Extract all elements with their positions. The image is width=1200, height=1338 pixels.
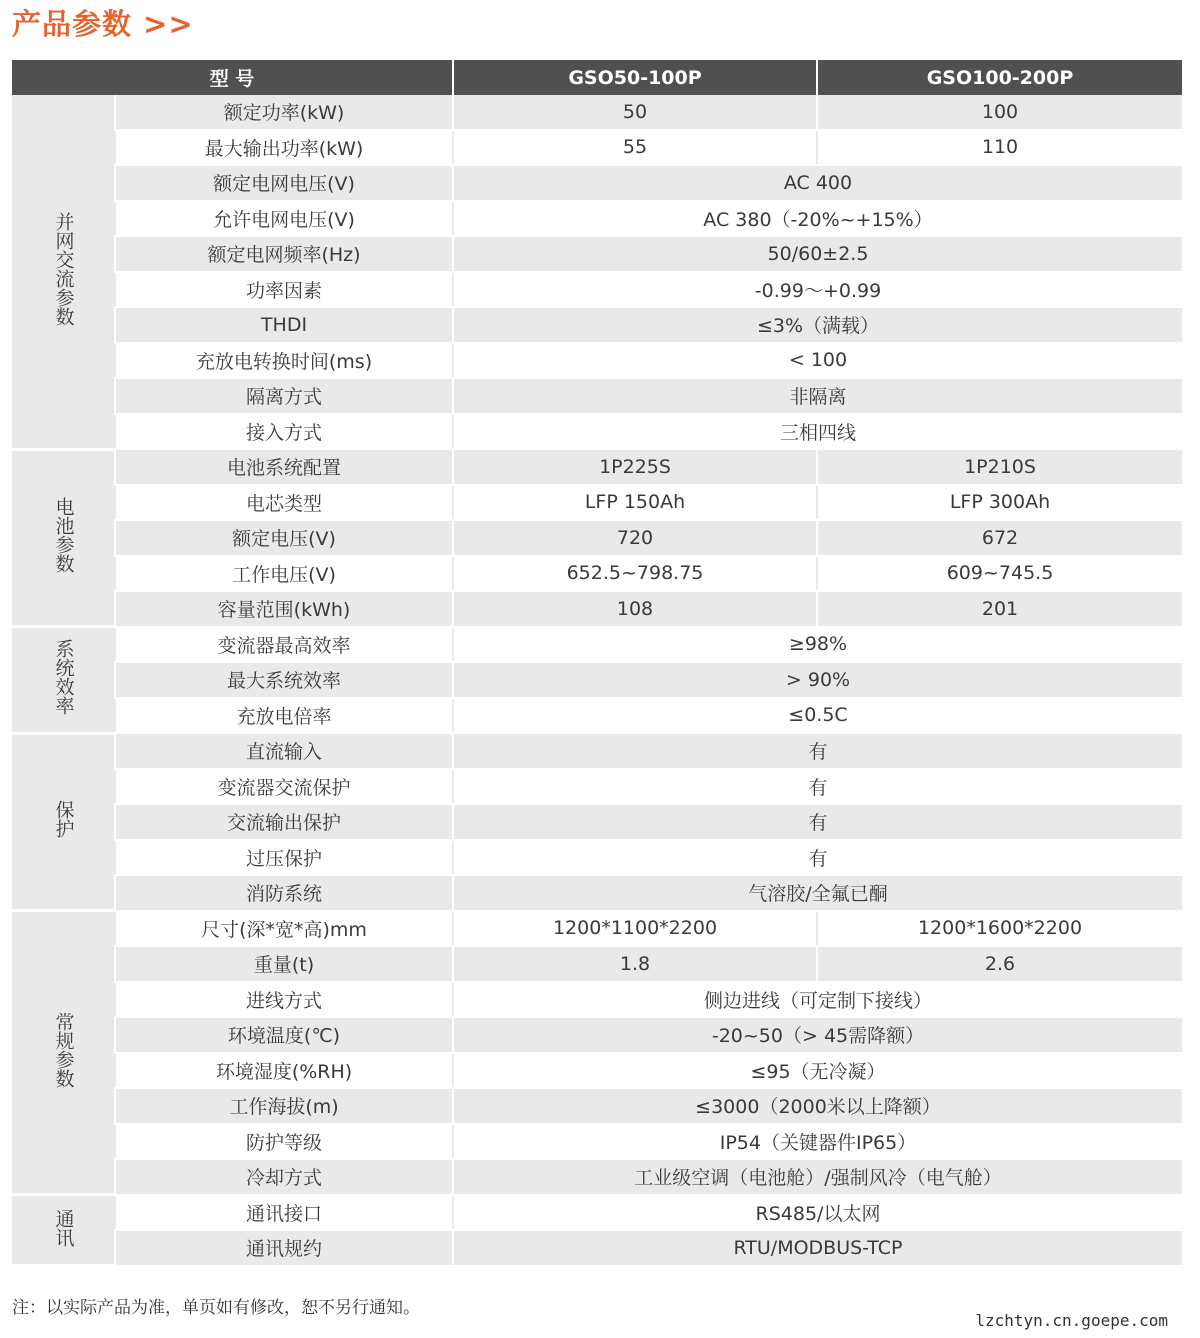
table-row [12, 982, 1182, 1018]
param-label: 通讯接口 [115, 1195, 453, 1231]
page-title: 产品参数 >> [12, 7, 194, 41]
param-value-shared: 有 [453, 769, 1182, 805]
group-label [12, 95, 115, 449]
param-label: 允许电网电压(V) [115, 201, 453, 237]
param-value-shared: IP54（关键器件IP65） [453, 1124, 1182, 1160]
param-label: 交流输出保护 [115, 804, 453, 840]
param-value-shared: < 100 [453, 343, 1182, 379]
param-label: 重量(t) [115, 946, 453, 982]
param-value-model-a: 720 [453, 520, 817, 556]
table-row [12, 378, 1182, 414]
table-row [12, 201, 1182, 237]
site-url: lzchtyn.cn.goepe.com [975, 1311, 1168, 1330]
param-value-shared: 有 [453, 733, 1182, 769]
param-value-model-a: 1.8 [453, 946, 817, 982]
param-label: 变流器交流保护 [115, 769, 453, 805]
table-row [12, 414, 1182, 450]
param-label: 变流器最高效率 [115, 627, 453, 663]
spec-body [12, 95, 1182, 1266]
param-value-model-b: 110 [817, 130, 1182, 166]
param-label: 接入方式 [115, 414, 453, 450]
group-label-text: 电池参数 [52, 497, 75, 574]
group-label [12, 627, 115, 734]
param-label: 额定电压(V) [115, 520, 453, 556]
table-row [12, 840, 1182, 876]
group-label [12, 449, 115, 627]
param-value-shared: 有 [453, 840, 1182, 876]
param-value-model-b: 201 [817, 591, 1182, 627]
table-row [12, 875, 1182, 911]
table-row [12, 804, 1182, 840]
param-label: 容量范围(kWh) [115, 591, 453, 627]
table-row [12, 449, 1182, 485]
table-row [12, 130, 1182, 166]
table-row [12, 307, 1182, 343]
footnote: 注：以实际产品为准，单页如有修改，恕不另行通知。 [12, 1298, 420, 1318]
param-value-shared: 50/60±2.5 [453, 236, 1182, 272]
param-value-model-b: 1200*1600*2200 [817, 911, 1182, 947]
table-row [12, 627, 1182, 663]
param-label: 工作海拔(m) [115, 1088, 453, 1124]
param-value-shared: -0.99～+0.99 [453, 272, 1182, 308]
table-row [12, 165, 1182, 201]
header-model-b: GSO100-200P [817, 60, 1182, 95]
table-row [12, 591, 1182, 627]
param-label: 冷却方式 [115, 1159, 453, 1195]
param-label: 进线方式 [115, 982, 453, 1018]
param-value-model-a: 55 [453, 130, 817, 166]
table-row [12, 769, 1182, 805]
param-label: 直流输入 [115, 733, 453, 769]
param-value-model-b: 1P210S [817, 449, 1182, 485]
param-value-model-b: 609~745.5 [817, 556, 1182, 592]
param-value-model-a: LFP 150Ah [453, 485, 817, 521]
param-value-shared: 有 [453, 804, 1182, 840]
param-value-shared: ≥98% [453, 627, 1182, 663]
table-row [12, 1017, 1182, 1053]
param-label: 功率因素 [115, 272, 453, 308]
param-label: THDI [115, 307, 453, 343]
table-row [12, 1230, 1182, 1266]
param-value-shared: 气溶胶/全氟已酮 [453, 875, 1182, 911]
param-value-model-a: 50 [453, 95, 817, 130]
group-label-text: 保护 [52, 800, 75, 839]
param-label: 电芯类型 [115, 485, 453, 521]
param-label: 通讯规约 [115, 1230, 453, 1266]
param-label: 消防系统 [115, 875, 453, 911]
param-label: 额定电网频率(Hz) [115, 236, 453, 272]
param-value-model-a: 108 [453, 591, 817, 627]
group-label-text: 通讯 [52, 1208, 75, 1247]
param-label: 隔离方式 [115, 378, 453, 414]
param-label: 工作电压(V) [115, 556, 453, 592]
param-label: 尺寸(深*宽*高)mm [115, 911, 453, 947]
param-value-shared: ≤0.5C [453, 698, 1182, 734]
group-label [12, 1195, 115, 1266]
param-value-shared: ≤3000（2000米以上降额） [453, 1088, 1182, 1124]
param-label: 充放电倍率 [115, 698, 453, 734]
table-row [12, 698, 1182, 734]
group-label [12, 733, 115, 911]
table-row [12, 1159, 1182, 1195]
header-row [12, 60, 1182, 95]
table-row [12, 662, 1182, 698]
param-value-shared: ≤95（无冷凝） [453, 1053, 1182, 1089]
header-model-label: 型 号 [12, 60, 453, 95]
param-value-shared: RS485/以太网 [453, 1195, 1182, 1231]
param-label: 环境湿度(%RH) [115, 1053, 453, 1089]
table-row [12, 556, 1182, 592]
param-label: 额定电网电压(V) [115, 165, 453, 201]
param-value-shared: 侧边进线（可定制下接线） [453, 982, 1182, 1018]
table-row [12, 343, 1182, 379]
param-label: 环境温度(℃) [115, 1017, 453, 1053]
param-value-model-b: 672 [817, 520, 1182, 556]
param-value-shared: > 90% [453, 662, 1182, 698]
param-value-shared: RTU/MODBUS-TCP [453, 1230, 1182, 1266]
table-row [12, 95, 1182, 130]
header-model-a: GSO50-100P [453, 60, 817, 95]
table-row [12, 520, 1182, 556]
param-value-shared: ≤3%（满载） [453, 307, 1182, 343]
param-value-shared: 三相四线 [453, 414, 1182, 450]
table-row [12, 1053, 1182, 1089]
group-label-text: 系统效率 [52, 639, 75, 716]
table-row [12, 236, 1182, 272]
param-label: 额定功率(kW) [115, 95, 453, 130]
group-label-text: 并网交流参数 [52, 211, 75, 326]
param-value-model-a: 1P225S [453, 449, 817, 485]
table-row [12, 1195, 1182, 1231]
group-label-text: 常规参数 [52, 1012, 75, 1088]
param-value-shared: -20~50（> 45需降额） [453, 1017, 1182, 1053]
param-value-model-b: 2.6 [817, 946, 1182, 982]
param-label: 电池系统配置 [115, 449, 453, 485]
param-value-model-b: LFP 300Ah [817, 485, 1182, 521]
param-label: 最大系统效率 [115, 662, 453, 698]
table-row [12, 911, 1182, 947]
param-value-shared: AC 380（-20%~+15%） [453, 201, 1182, 237]
table-row [12, 485, 1182, 521]
param-value-shared: 非隔离 [453, 378, 1182, 414]
param-label: 最大输出功率(kW) [115, 130, 453, 166]
param-value-shared: 工业级空调（电池舱）/强制风冷（电气舱） [453, 1159, 1182, 1195]
table-row [12, 1088, 1182, 1124]
spec-table [12, 60, 1182, 1267]
table-row [12, 1124, 1182, 1160]
table-row [12, 733, 1182, 769]
param-label: 过压保护 [115, 840, 453, 876]
param-value-model-a: 1200*1100*2200 [453, 911, 817, 947]
param-label: 充放电转换时间(ms) [115, 343, 453, 379]
param-value-model-b: 100 [817, 95, 1182, 130]
param-label: 防护等级 [115, 1124, 453, 1160]
param-value-model-a: 652.5~798.75 [453, 556, 817, 592]
table-row [12, 272, 1182, 308]
param-value-shared: AC 400 [453, 165, 1182, 201]
group-label [12, 911, 115, 1195]
table-row [12, 946, 1182, 982]
